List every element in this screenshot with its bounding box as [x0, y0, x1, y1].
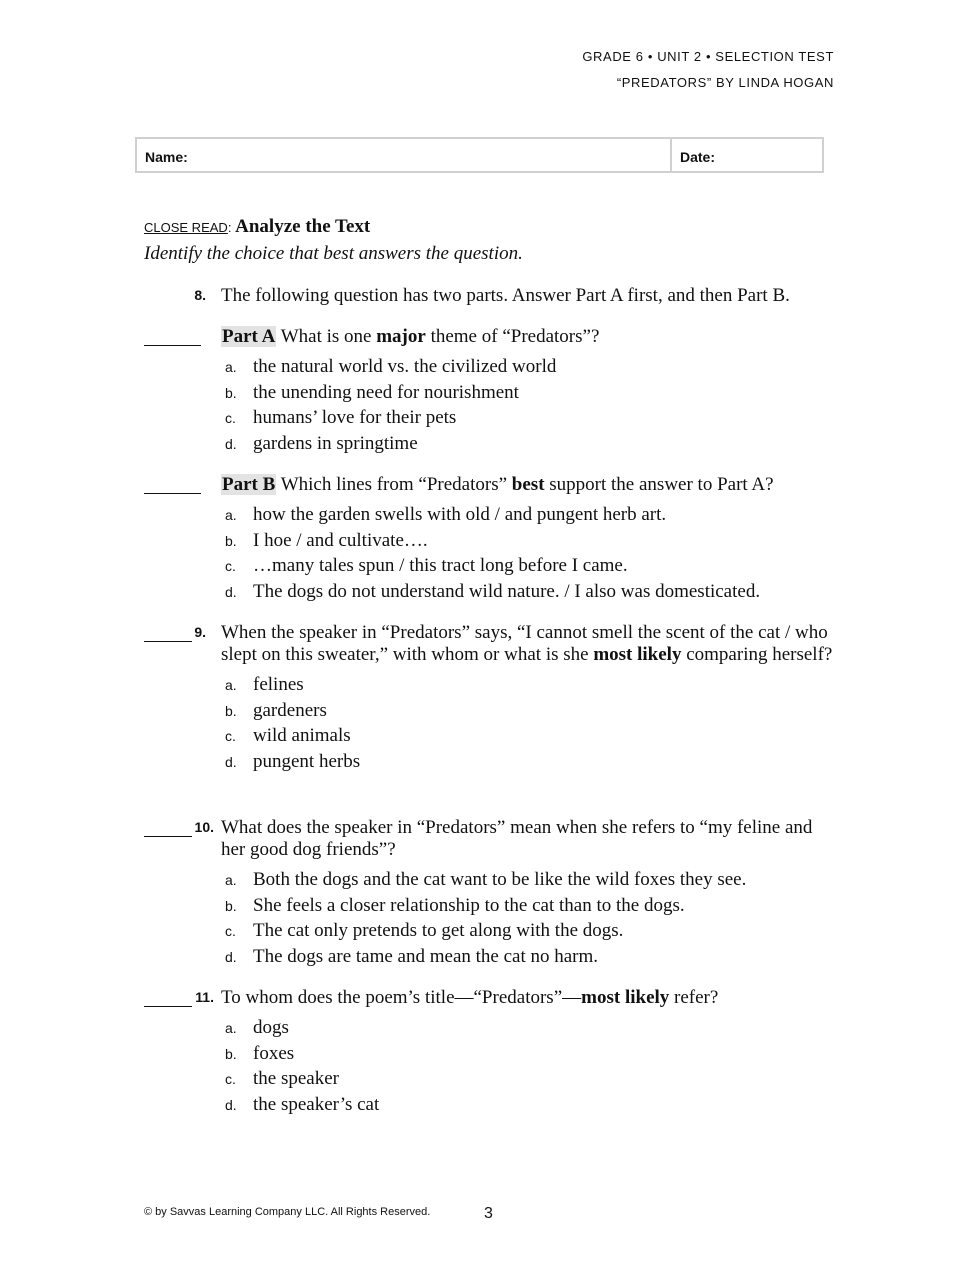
option-letter: d. [225, 948, 237, 965]
option-letter: d. [225, 1096, 237, 1113]
question-text-part: theme of “Predators”? [425, 326, 600, 347]
option-d[interactable] [144, 946, 839, 972]
option-a[interactable] [144, 1017, 839, 1043]
question-text: What does the speaker in “Predators” mean when she refers to “my feline and her good dog friends”? [221, 817, 813, 860]
copyright-notice: © by Savvas Learning Company LLC. All Rights Reserved. [144, 1206, 431, 1218]
emphasis: most likely [581, 987, 670, 1008]
option-letter: b. [225, 532, 237, 549]
option-d[interactable] [144, 581, 839, 607]
answer-options [144, 674, 839, 776]
question-text [221, 326, 839, 348]
option-c[interactable] [144, 555, 839, 581]
instructions: Identify the choice that best answers the question. [144, 243, 523, 264]
part-label: Part B [222, 474, 276, 495]
option-d[interactable] [144, 433, 839, 459]
date-field[interactable]: Date: [680, 149, 716, 165]
answer-blank[interactable] [144, 345, 201, 346]
section-title: Analyze the Text [231, 216, 371, 237]
answer-blank[interactable] [144, 641, 192, 642]
option-letter: b. [225, 384, 237, 401]
option-b[interactable] [144, 382, 839, 408]
option-c[interactable] [144, 725, 839, 751]
option-text: pungent herbs [253, 750, 361, 772]
section-label: CLOSE READ [144, 220, 228, 235]
question-text [221, 622, 839, 666]
question-number: 10. [194, 819, 214, 835]
option-text: the natural world vs. the civilized world [253, 356, 557, 377]
option-letter: c. [225, 728, 236, 745]
option-text: humans’ love for their pets [253, 407, 457, 429]
question-8-part-b [144, 474, 839, 606]
emphasis: major [376, 326, 426, 347]
option-letter: a. [225, 1020, 237, 1036]
question-number: 8. [194, 287, 206, 303]
option-letter: c. [225, 1071, 236, 1088]
option-a[interactable] [144, 869, 839, 895]
answer-blank[interactable] [144, 836, 192, 837]
option-text: how the garden swells with old / and pungent herb art. [253, 504, 667, 525]
option-text: I hoe / and cultivate…. [253, 529, 428, 551]
question-text-part: To whom does the poem’s title—“Predators”— [221, 987, 582, 1008]
option-letter: b. [225, 1045, 237, 1062]
option-c[interactable] [144, 407, 839, 433]
option-text: felines [253, 674, 304, 695]
header-grade-unit: GRADE 6 • UNIT 2 • SELECTION TEST [582, 49, 834, 64]
question-text-part: What is one [276, 326, 377, 347]
option-letter: c. [225, 558, 236, 575]
option-letter: d. [225, 753, 237, 770]
option-text: The dogs do not understand wild nature. / I also was domesticated. [253, 580, 761, 602]
name-date-box [135, 137, 824, 173]
question-text [221, 987, 839, 1009]
name-field[interactable]: Name: [137, 139, 672, 171]
part-label: Part A [222, 326, 276, 347]
answer-options [144, 1017, 839, 1119]
section-heading [144, 216, 370, 238]
answer-options [144, 504, 839, 606]
option-text: wild animals [253, 725, 351, 747]
option-text: foxes [253, 1042, 295, 1064]
option-c[interactable] [144, 1068, 839, 1094]
option-a[interactable] [144, 504, 839, 530]
option-a[interactable] [144, 356, 839, 382]
option-text: The dogs are tame and mean the cat no harm. [253, 945, 599, 967]
question-number: 9. [194, 624, 206, 640]
option-b[interactable] [144, 700, 839, 726]
question-text-part: refer? [669, 987, 719, 1008]
option-letter: b. [225, 897, 237, 914]
question-text-part: support the answer to Part A? [544, 474, 774, 495]
option-letter: a. [225, 507, 237, 523]
option-text: the speaker’s cat [253, 1093, 380, 1115]
option-text: The cat only pretends to get along with the dogs. [253, 920, 624, 942]
emphasis: most likely [593, 644, 682, 665]
option-text: gardeners [253, 699, 327, 721]
option-text: Both the dogs and the cat want to be like the wild foxes they see. [253, 869, 747, 890]
option-d[interactable] [144, 751, 839, 777]
answer-options [144, 356, 839, 458]
option-letter: d. [225, 583, 237, 600]
option-text: dogs [253, 1017, 289, 1038]
option-text: …many tales spun / this tract long before I came. [253, 555, 628, 577]
question-text-part: When the speaker in “Predators” says, “I cannot smell the scent of the cat / who slept on this sweater,” with whom or what is she [221, 622, 828, 665]
option-letter: b. [225, 702, 237, 719]
question-8-part-a [144, 326, 839, 458]
header-selection-title: “PREDATORS” BY LINDA HOGAN [616, 75, 834, 90]
question-11 [144, 987, 839, 1119]
question-number: 11. [195, 989, 214, 1005]
page-number: 3 [484, 1205, 493, 1222]
option-letter: a. [225, 359, 237, 375]
answer-blank[interactable] [144, 493, 201, 494]
option-text: She feels a closer relationship to the cat than to the dogs. [253, 894, 685, 916]
question-text-part: comparing herself? [681, 644, 833, 665]
option-b[interactable] [144, 530, 839, 556]
option-text: gardens in springtime [253, 432, 418, 454]
option-a[interactable] [144, 674, 839, 700]
option-letter: a. [225, 872, 237, 888]
section-colon: : [227, 220, 232, 235]
option-text: the speaker [253, 1068, 339, 1090]
option-letter: c. [225, 923, 236, 940]
question-9 [144, 622, 839, 776]
option-d[interactable] [144, 1094, 839, 1120]
question-text: The following question has two parts. Answer Part A first, and then Part B. [221, 285, 790, 306]
question-text-part: Which lines from “Predators” [276, 474, 512, 495]
emphasis: best [511, 474, 545, 495]
option-letter: a. [225, 677, 237, 693]
option-c[interactable] [144, 920, 839, 946]
option-b[interactable] [144, 1043, 839, 1069]
option-b[interactable] [144, 895, 839, 921]
question-8 [144, 285, 839, 307]
question-text [221, 474, 839, 496]
option-letter: d. [225, 435, 237, 452]
option-text: the unending need for nourishment [253, 381, 519, 403]
question-10 [144, 817, 839, 971]
answer-options [144, 869, 839, 971]
option-letter: c. [225, 410, 236, 427]
answer-blank[interactable] [144, 1006, 192, 1007]
